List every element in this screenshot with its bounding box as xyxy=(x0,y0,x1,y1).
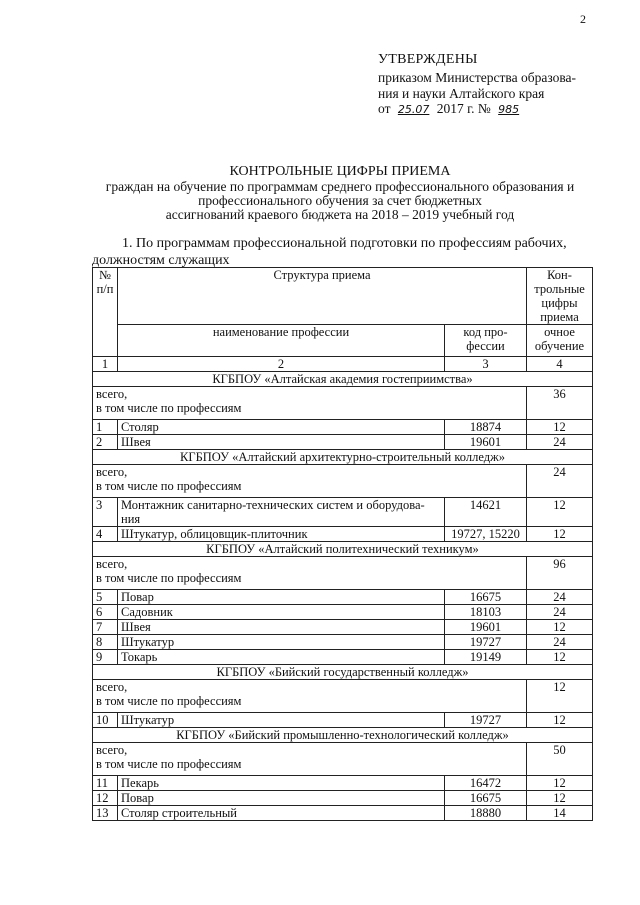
document-subtitle-3: ассигнований краевого бюджета на 2018 – 2019 учебный год xyxy=(165,207,515,222)
header-form: очное обучение xyxy=(527,325,593,357)
approval-title: УТВЕРЖДЕНЫ xyxy=(378,52,478,67)
profession-code: 19601 xyxy=(445,435,527,450)
institution-row xyxy=(93,542,593,557)
table-row xyxy=(93,527,593,542)
total-label xyxy=(93,387,527,420)
profession-name: Столяр xyxy=(118,420,445,435)
profession-name: Швея xyxy=(118,620,445,635)
table-row xyxy=(93,605,593,620)
table-row xyxy=(93,635,593,650)
admission-count: 12 xyxy=(527,650,593,665)
col-number-3: 3 xyxy=(445,357,527,372)
profession-name: Повар xyxy=(118,590,445,605)
profession-code: 19727, 15220 xyxy=(445,527,527,542)
profession-code: 14621 xyxy=(445,498,527,527)
profession-code: 18880 xyxy=(445,806,527,821)
total-label xyxy=(93,557,527,590)
section-title-cont: должностям служащих xyxy=(92,253,230,268)
profession-code: 16675 xyxy=(445,791,527,806)
admission-count: 24 xyxy=(527,435,593,450)
table-row xyxy=(93,498,593,527)
profession-code: 19727 xyxy=(445,635,527,650)
profession-name: Столяр строительный xyxy=(118,806,445,821)
approval-line-1: приказом Министерства образова- xyxy=(378,70,577,85)
profession-code: 19727 xyxy=(445,713,527,728)
handwritten-date: 25.07 xyxy=(397,103,430,116)
row-number: 11 xyxy=(93,776,118,791)
profession-name: Пекарь xyxy=(118,776,445,791)
total-label-line-1: всего, xyxy=(96,387,128,401)
date-prefix: от xyxy=(378,101,391,116)
institution-name: КГБПОУ «Алтайская академия гостеприимства» xyxy=(93,372,593,387)
row-number: 3 xyxy=(93,498,118,527)
total-count: 12 xyxy=(527,680,593,713)
total-count: 50 xyxy=(527,743,593,776)
page-number: 2 xyxy=(580,12,586,26)
document-subtitle-1: граждан на обучение по программам среднего профессионального образования и xyxy=(105,179,575,194)
total-label-line-2: в том числе по профессиям xyxy=(96,401,242,415)
header-structure: Структура приема xyxy=(118,268,527,325)
institution-row xyxy=(93,450,593,465)
approval-line-2: ния и науки Алтайского края xyxy=(378,86,545,101)
total-label-line-2: в том числе по профессиям xyxy=(96,694,242,708)
header-num: № п/п xyxy=(93,268,118,357)
row-number: 10 xyxy=(93,713,118,728)
row-number: 1 xyxy=(93,420,118,435)
profession-code: 19601 xyxy=(445,620,527,635)
header-control: Кон-трольные цифры приема xyxy=(527,268,593,325)
table-row xyxy=(93,650,593,665)
admission-table xyxy=(92,267,593,821)
institution-row xyxy=(93,728,593,743)
profession-name: Штукатур, облицовщик-плиточник xyxy=(118,527,445,542)
institution-row xyxy=(93,372,593,387)
section-title: 1. По программам профессиональной подготовки по профессиям рабочих, xyxy=(122,236,567,251)
row-number: 7 xyxy=(93,620,118,635)
profession-name: Повар xyxy=(118,791,445,806)
admission-count: 12 xyxy=(527,420,593,435)
profession-code: 16675 xyxy=(445,590,527,605)
profession-name: Штукатур xyxy=(118,635,445,650)
total-label-line-2: в том числе по профессиям xyxy=(96,757,242,771)
header-profession-name: наименование профессии xyxy=(118,325,445,357)
row-number: 2 xyxy=(93,435,118,450)
institution-name: КГБПОУ «Алтайский политехнический техникум» xyxy=(93,542,593,557)
row-number: 5 xyxy=(93,590,118,605)
total-label-line-1: всего, xyxy=(96,465,128,479)
total-label xyxy=(93,743,527,776)
row-number: 9 xyxy=(93,650,118,665)
profession-name: Токарь xyxy=(118,650,445,665)
document-title: КОНТРОЛЬНЫЕ ЦИФРЫ ПРИЕМА xyxy=(229,164,451,179)
admission-count: 12 xyxy=(527,713,593,728)
approval-date-line xyxy=(378,101,523,118)
admission-count: 12 xyxy=(527,776,593,791)
col-number-1: 1 xyxy=(93,357,118,372)
total-label-line-2: в том числе по профессиям xyxy=(96,571,242,585)
order-year: 2017 г. № xyxy=(436,101,491,116)
admission-count: 14 xyxy=(527,806,593,821)
profession-name: Штукатур xyxy=(118,713,445,728)
total-row xyxy=(93,680,593,713)
profession-name: Швея xyxy=(118,435,445,450)
total-label-line-1: всего, xyxy=(96,680,128,694)
admission-count: 12 xyxy=(527,620,593,635)
institution-name: КГБПОУ «Бийский промышленно-технологический колледж» xyxy=(93,728,593,743)
admission-count: 24 xyxy=(527,635,593,650)
table-row xyxy=(93,420,593,435)
admission-count: 12 xyxy=(527,498,593,527)
table-row xyxy=(93,435,593,450)
profession-code: 18103 xyxy=(445,605,527,620)
total-row xyxy=(93,743,593,776)
total-row xyxy=(93,557,593,590)
row-number: 12 xyxy=(93,791,118,806)
col-number-4: 4 xyxy=(527,357,593,372)
admission-count: 24 xyxy=(527,590,593,605)
total-count: 24 xyxy=(527,465,593,498)
total-label xyxy=(93,680,527,713)
profession-name: Монтажник санитарно-технических систем и оборудова-ния xyxy=(118,498,445,527)
profession-code: 16472 xyxy=(445,776,527,791)
handwritten-order-number: 985 xyxy=(498,103,520,116)
total-label-line-1: всего, xyxy=(96,743,128,757)
total-row xyxy=(93,465,593,498)
table-row xyxy=(93,776,593,791)
header-code: код про-фессии xyxy=(445,325,527,357)
col-number-2: 2 xyxy=(118,357,445,372)
total-count: 36 xyxy=(527,387,593,420)
institution-name: КГБПОУ «Алтайский архитектурно-строительный колледж» xyxy=(93,450,593,465)
table-row xyxy=(93,713,593,728)
admission-count: 12 xyxy=(527,527,593,542)
total-row xyxy=(93,387,593,420)
admission-count: 24 xyxy=(527,605,593,620)
profession-code: 19149 xyxy=(445,650,527,665)
row-number: 6 xyxy=(93,605,118,620)
row-number: 4 xyxy=(93,527,118,542)
institution-row xyxy=(93,665,593,680)
table-row xyxy=(93,590,593,605)
total-label-line-2: в том числе по профессиям xyxy=(96,479,242,493)
document-subtitle-2: профессионального обучения за счет бюджетных xyxy=(198,193,482,208)
row-number: 13 xyxy=(93,806,118,821)
profession-name: Садовник xyxy=(118,605,445,620)
table-row xyxy=(93,620,593,635)
table-row xyxy=(93,791,593,806)
admission-count: 12 xyxy=(527,791,593,806)
table-row xyxy=(93,806,593,821)
institution-name: КГБПОУ «Бийский государственный колледж» xyxy=(93,665,593,680)
total-label xyxy=(93,465,527,498)
profession-code: 18874 xyxy=(445,420,527,435)
row-number: 8 xyxy=(93,635,118,650)
total-count: 96 xyxy=(527,557,593,590)
column-numbers-row xyxy=(93,357,593,372)
total-label-line-1: всего, xyxy=(96,557,128,571)
